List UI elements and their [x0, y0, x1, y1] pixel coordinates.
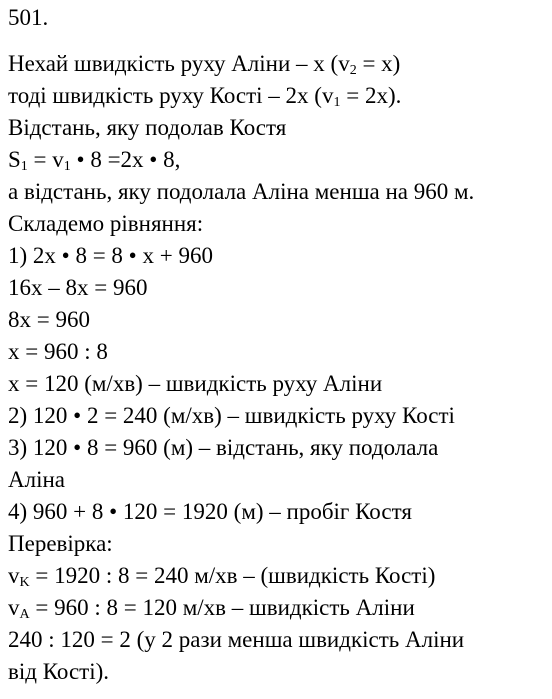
step-3: 8x = 960 — [8, 307, 90, 332]
check-ratio-line-2: від Кості). — [8, 659, 110, 684]
step-8: Аліна — [8, 467, 65, 492]
check-speed-kostia: $v_K = 1920$ : 8 = 240 м/хв – (швидкість Кості) — [8, 563, 436, 590]
spacer — [8, 34, 548, 48]
step-1: 1) 2x • 8 = 8 • x + 960 — [8, 243, 213, 268]
step-2: 16x – 8x = 960 — [8, 275, 148, 300]
intro-line-3: Відстань, яку подолав Костя — [8, 115, 287, 140]
step-7: 3) 120 • 8 = 960 (м) – відстань, яку подолала — [8, 435, 439, 460]
check-ratio-line-1: 240 : 120 = 2 (у 2 рази менша швидкість Аліни — [8, 627, 465, 652]
step-6: 2) 120 • 2 = 240 (м/хв) – швидкість руху Кості — [8, 403, 455, 428]
step-9: 4) 960 + 8 • 120 = 1920 (м) – пробіг Костя — [8, 499, 412, 524]
step-5: x = 120 (м/хв) – швидкість руху Аліни — [8, 371, 383, 396]
solution-document — [8, 2, 548, 688]
distance-formula: $S_1 = v_1$ • 8 =2x • 8, — [8, 147, 181, 174]
intro-line-5: а відстань, яку подолала Аліна менша на 960 м. — [8, 179, 475, 204]
intro-line-2: тоді швидкість руху Кості – 2x $(v_1 = 2x)$. — [8, 83, 402, 110]
check-title: Перевірка: — [8, 531, 113, 556]
step-4: x = 960 : 8 — [8, 339, 108, 364]
intro-line-1: Нехай швидкість руху Аліни – x $(v_2 = x)$ — [8, 51, 401, 78]
intro-line-6: Складемо рівняння: — [8, 211, 204, 236]
check-speed-alina: $v_A = 960$ : 8 = 120 м/хв – швидкість Аліни — [8, 595, 415, 622]
problem-number: 501. — [8, 5, 49, 30]
